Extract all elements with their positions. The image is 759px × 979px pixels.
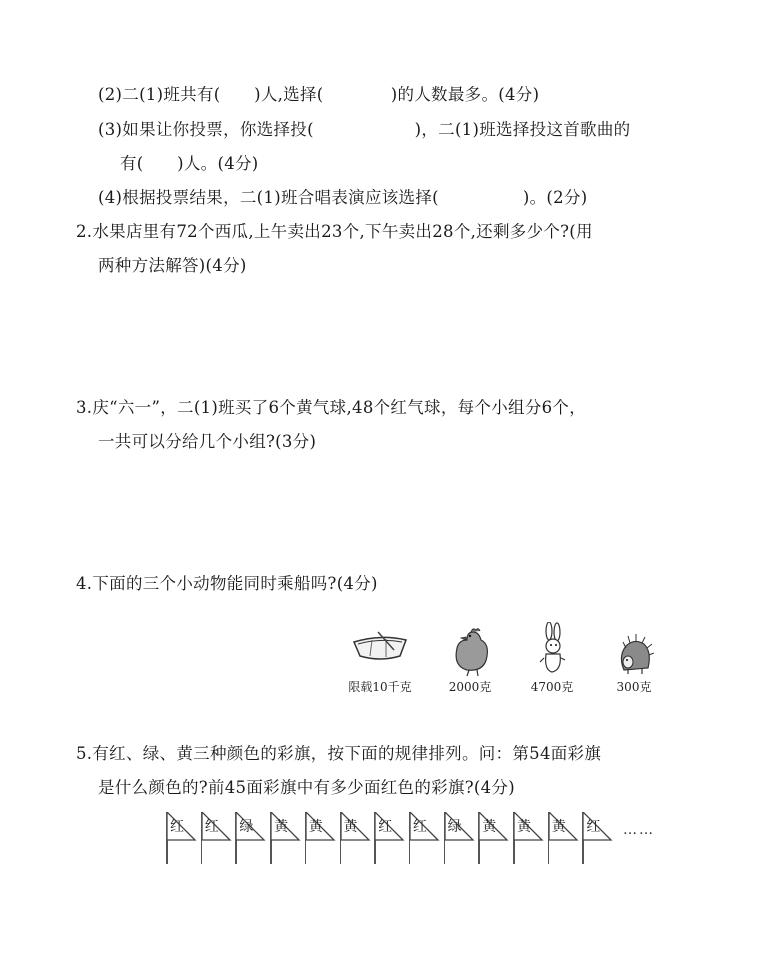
question-2: 2.水果店里有72个西瓜,上午卖出23个,下午卖出28个,还剩多少个?(用: [76, 222, 593, 241]
flag-label: 黄: [517, 819, 531, 835]
question-5-cont: 是什么颜色的?前45面彩旗中有多少面红色的彩旗?(4分): [98, 778, 515, 797]
question-1-part-3-cont: 有( )人。(4分): [120, 154, 259, 173]
flag-label: 红: [378, 819, 393, 835]
flag-item: [370, 810, 406, 866]
flag-label: 红: [586, 819, 601, 835]
boat-animals-figure: [340, 622, 670, 700]
question-5: 5.有红、绿、黄三种颜色的彩旗，按下面的规律排列。问：第54面彩旗: [76, 744, 602, 763]
flag-label: 绿: [239, 819, 254, 835]
hedgehog-caption: 300克: [616, 680, 652, 694]
hen-item: [430, 622, 510, 700]
flag-label: 绿: [447, 819, 462, 835]
flag-item: [162, 810, 198, 866]
flag-label: 红: [170, 819, 184, 835]
question-3-cont: 一共可以分给几个小组?(3分): [98, 432, 317, 451]
flag-label: 黄: [308, 819, 323, 835]
flag-item: [405, 810, 441, 866]
question-1-part-3: (3)如果让你投票，你选择投( )，二(1)班选择投这首歌曲的: [98, 120, 631, 139]
flag-label: 黄: [551, 819, 566, 835]
question-1-part-4: (4)根据投票结果，二(1)班合唱表演应该选择( )。(2分): [98, 188, 588, 207]
boat-item: [340, 622, 420, 700]
flag-sequence: [162, 810, 682, 870]
hedgehog-icon: [614, 622, 654, 678]
flag-item: [440, 810, 476, 866]
flag-item: [336, 810, 372, 866]
rabbit-caption: 4700克: [530, 680, 574, 694]
flag-item: [197, 810, 233, 866]
flag-label: 黄: [482, 819, 497, 835]
flag-item: [301, 810, 337, 866]
boat-caption: 限载10千克: [348, 680, 412, 694]
flag-item: [231, 810, 267, 866]
question-3: 3.庆“六一”，二(1)班买了6个黄气球,48个红气球，每个小组分6个，: [76, 398, 587, 417]
flag-label: 黄: [343, 819, 358, 835]
rabbit-icon: [532, 622, 572, 678]
flag-label: 红: [204, 819, 219, 835]
hen-caption: 2000克: [448, 680, 492, 694]
flag-item: [509, 810, 545, 866]
flag-item: [544, 810, 580, 866]
question-4: 4.下面的三个小动物能同时乘船吗?(4分): [76, 574, 378, 593]
flag-ellipsis: ……: [623, 822, 655, 838]
hedgehog-item: [594, 622, 674, 700]
flag-label: 红: [412, 819, 427, 835]
flag-label: 黄: [274, 819, 289, 835]
question-1-part-2: (2)二(1)班共有( )人,选择( )的人数最多。(4分): [98, 85, 540, 104]
rabbit-item: [512, 622, 592, 700]
boat-icon: [348, 622, 412, 668]
flag-item: [266, 810, 302, 866]
flag-item: [474, 810, 510, 866]
question-2-cont: 两种方法解答)(4分): [98, 256, 247, 275]
flag-item: [578, 810, 614, 866]
hen-icon: [445, 622, 495, 678]
